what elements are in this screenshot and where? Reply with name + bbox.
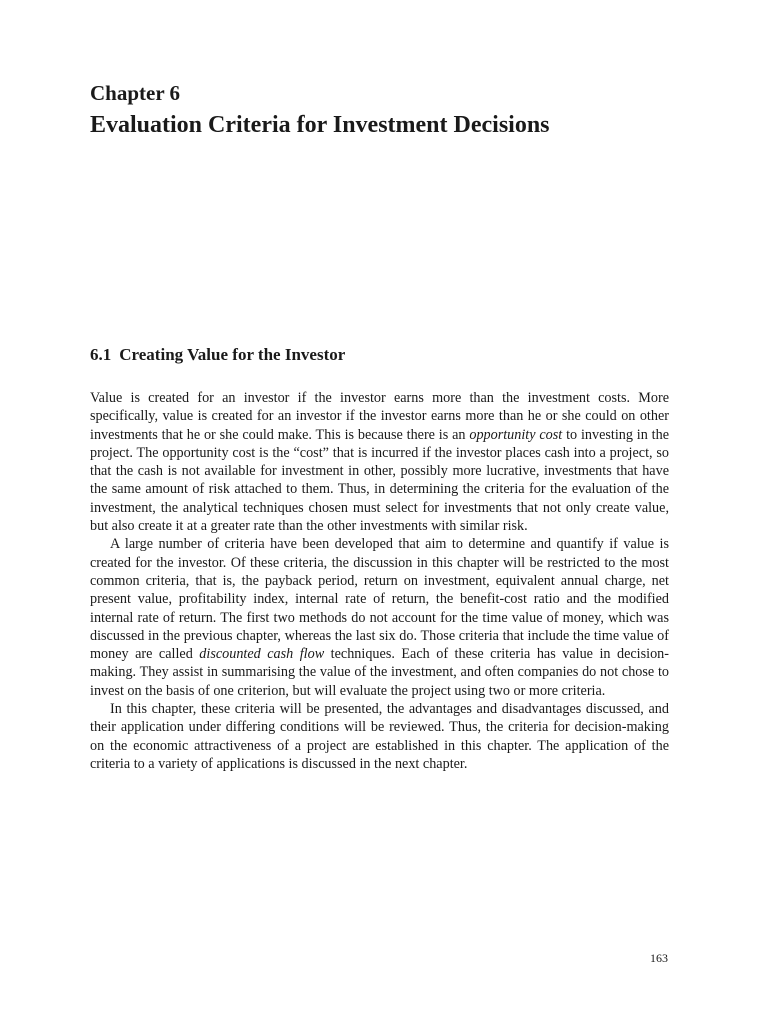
- section-heading: [90, 344, 345, 366]
- section-number: 6.1: [90, 345, 112, 364]
- section-title: Creating Value for the Investor: [119, 345, 346, 364]
- paragraph-3: In this chapter, these criteria will be presented, the advantages and disadvantages discussed, and their application under differing conditions will be reviewed. Thus, the criteria for decision-making on the economic attractiveness of a project are established in this chapter. The application of the criteria to a variety of applications is discussed in the next chapter.: [90, 701, 669, 772]
- chapter-label: Chapter 6: [90, 81, 181, 105]
- paragraph-1-text-a: Value is created for an investor if the investor earns more than the investment costs. More specifically, value is created for an investor if the investor earns more than he or she could on other investments that he or she could make. This is because there is an: [90, 390, 669, 443]
- paragraph-2-text-a: A large number of criteria have been developed that aim to determine and quantify if value is created for the investor. Of these criteria, the discussion in this chapter will be restricted to the most common criteria, that is, the payback period, return on investment, equivalent annual charge, net present value, profitability index, internal rate of return, the benefit-cost ratio and the modified internal rate of return. The first two methods do not account for the time value of money, which was discussed in the previous chapter, whereas the last six do. Those criteria that include the time value of money are called: [90, 536, 669, 663]
- paragraph-1-text-b: to investing in the project. The opportunity cost is the “cost” that is incurred if the investor places cash into a project, so that the cash is not available for investment in other, possibly more lucrative, investments that have the same amount of risk attached to them. Thus, in determining the criteria for the evaluation of the investment, the analytical techniques chosen must select for investments that not only create value, but also create it at a greater rate than the other investments with similar risk.: [90, 426, 670, 535]
- paragraph-2-text-b: techniques. Each of these criteria has value in decision-making. They assist in summarising the value of the investment, and often companies do not chose to invest on the basis of one criterion, but will evaluate the project using two or more criteria.: [90, 646, 669, 699]
- paragraph-2: [90, 535, 669, 700]
- paragraph-1-emphasis: opportunity cost: [469, 426, 563, 443]
- paragraph-1: [90, 389, 669, 535]
- chapter-title: Evaluation Criteria for Investment Decisions: [90, 112, 550, 138]
- page-number: 163: [650, 951, 668, 965]
- body-text: [90, 389, 669, 773]
- paragraph-2-emphasis: discounted cash flow: [199, 646, 325, 663]
